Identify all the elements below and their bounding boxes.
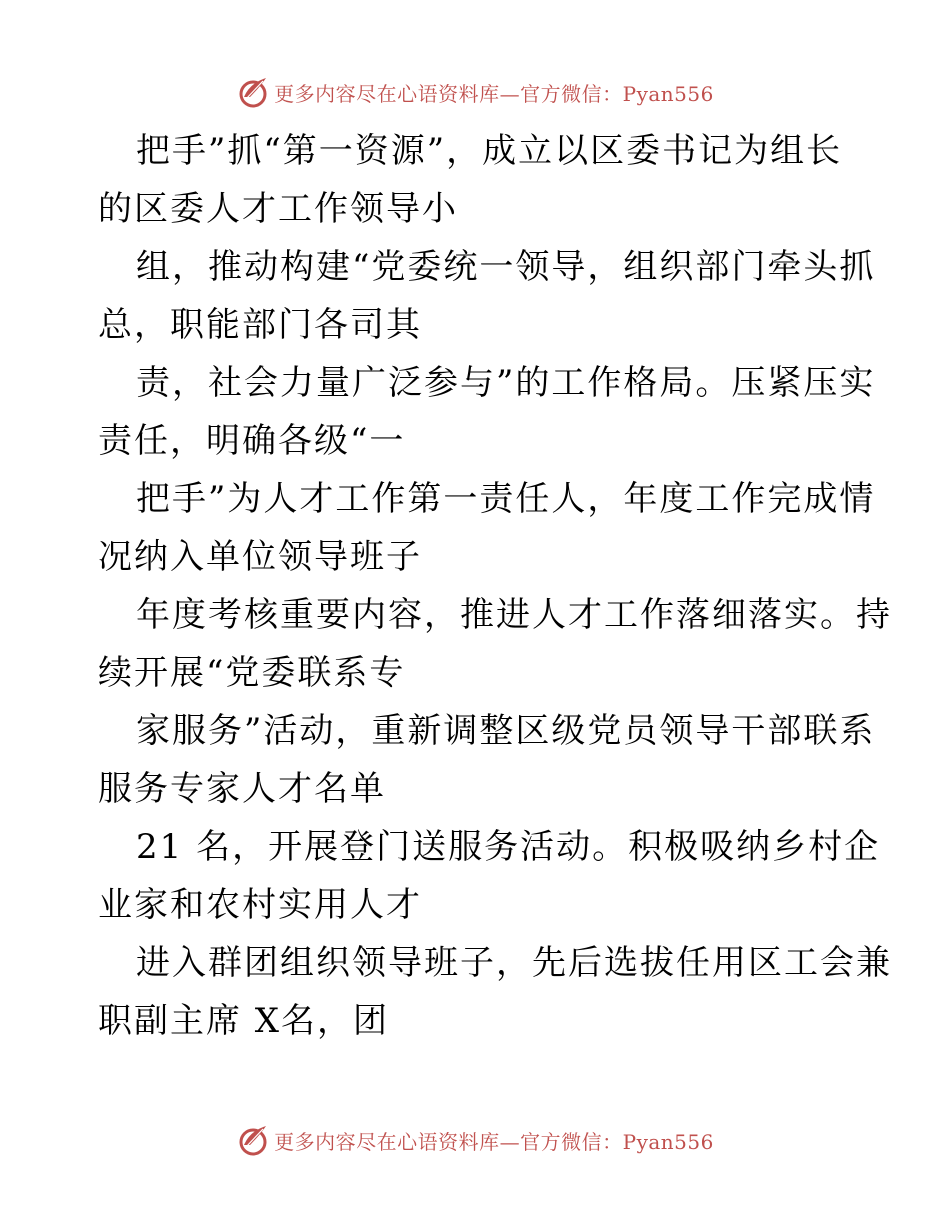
text-line: 把手”为人才工作第一责任人，年度工作完成情: [136, 479, 876, 519]
text-line: 进入群团组织领导班子，先后选拔任用区工会兼: [136, 943, 892, 983]
text-line: 年度考核重要内容，推进人才工作落细落实。持: [136, 595, 892, 635]
text-line: 21 名，开展登门送服务活动。积极吸纳乡村企: [136, 827, 881, 867]
text-line: 服务专家人才名单: [98, 769, 386, 809]
text-line: 总，职能部门各司其: [98, 305, 422, 345]
text-line: 家服务”活动，重新调整区级党员领导干部联系: [136, 711, 876, 751]
feather-logo-icon: [236, 1123, 270, 1157]
document-body: [98, 122, 892, 1050]
text-line: 责，社会力量广泛参与”的工作格局。压紧压实: [136, 363, 876, 403]
text-line: 况纳入单位领导班子: [98, 537, 422, 577]
text-line: 组，推动构建“党委统一领导，组织部门牵头抓: [136, 247, 876, 287]
text-line: 业家和农村实用人才: [98, 885, 422, 925]
text-line: 把手”抓“第一资源”，成立以区委书记为组长: [136, 131, 843, 171]
text-line: 的区委人才工作领导小: [98, 189, 458, 229]
text-line: 续开展“党委联系专: [98, 653, 406, 693]
text-line: 责任，明确各级“一: [98, 421, 406, 461]
text-line: 职副主席 X名，团: [98, 1001, 390, 1041]
header-watermark-text: 更多内容尽在心语资料库—官方微信：Pyan556: [274, 81, 714, 106]
footer-watermark-text: 更多内容尽在心语资料库—官方微信：Pyan556: [274, 1129, 714, 1154]
header-watermark: [0, 72, 950, 112]
footer-watermark: [0, 1120, 950, 1160]
feather-logo-icon: [236, 75, 270, 109]
